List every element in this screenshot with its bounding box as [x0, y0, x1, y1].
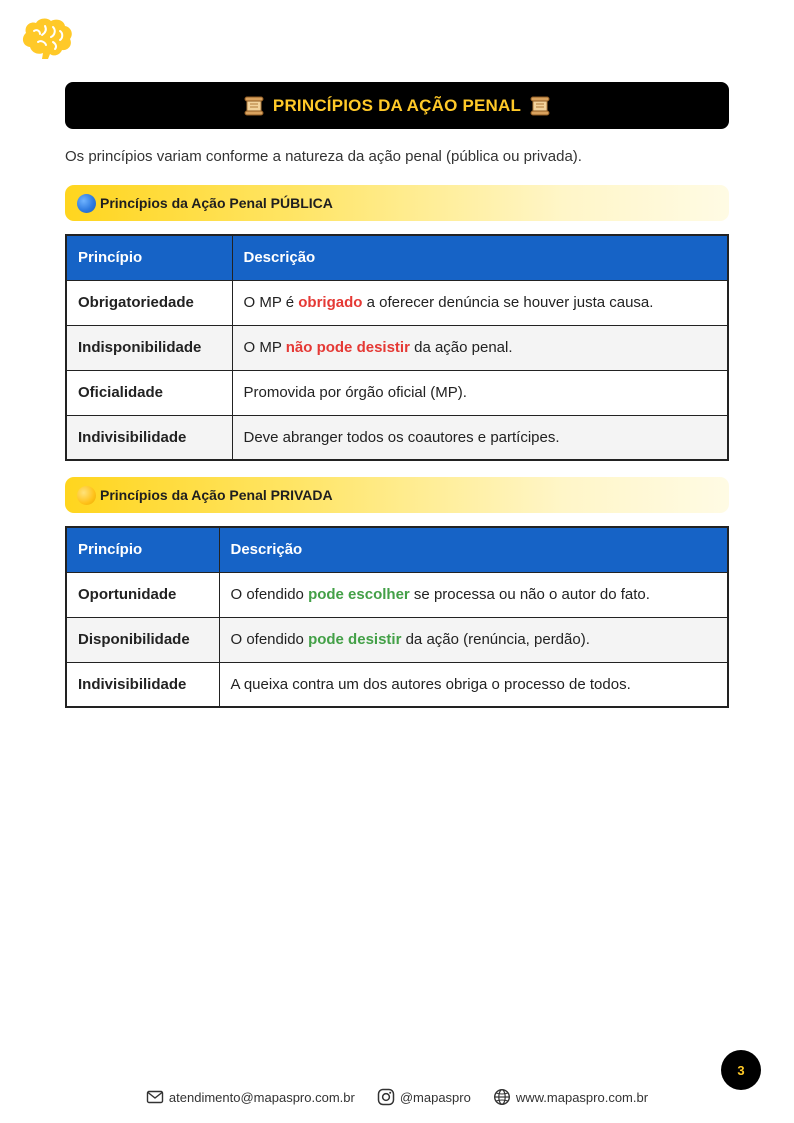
description-highlight: obrigado: [298, 294, 363, 311]
principle-name: Obrigatoriedade: [66, 280, 232, 325]
column-header: Descrição: [232, 235, 728, 280]
table-row: [66, 662, 728, 707]
column-header: Princípio: [66, 527, 219, 572]
mail-icon: [146, 1088, 164, 1106]
page-number: 3: [721, 1050, 761, 1090]
description-highlight: não pode desistir: [285, 339, 410, 356]
scroll-icon: [529, 96, 551, 116]
description-highlight: pode desistir: [308, 631, 402, 648]
scroll-icon: [243, 96, 265, 116]
principle-description: [232, 325, 728, 370]
principle-name: Indisponibilidade: [66, 325, 232, 370]
principle-description: Deve abranger todos os coautores e partícipes.: [232, 415, 728, 460]
principle-name: Oportunidade: [66, 572, 219, 617]
description-text: a oferecer denúncia se houver justa causa.: [362, 294, 654, 311]
footer-email[interactable]: [146, 1088, 355, 1106]
principle-name: Indivisibilidade: [66, 415, 232, 460]
table-row: [66, 325, 728, 370]
table-row: [66, 370, 728, 415]
principle-description: [219, 617, 728, 662]
description-highlight: pode escolher: [308, 586, 410, 603]
table-row: [66, 415, 728, 460]
globe-icon: [493, 1088, 511, 1106]
website-text: www.mapaspro.com.br: [515, 1089, 649, 1105]
principle-description: [232, 280, 728, 325]
table-acao-penal-publica: [65, 234, 729, 461]
description-text: da ação penal.: [409, 339, 513, 356]
column-header: Descrição: [219, 527, 728, 572]
footer-website[interactable]: [493, 1088, 648, 1106]
title-bar: [65, 82, 729, 129]
section-banner-privada: [65, 477, 729, 513]
table-row: [66, 280, 728, 325]
column-header: Princípio: [66, 235, 232, 280]
principle-name: Disponibilidade: [66, 617, 219, 662]
principle-name: Oficialidade: [66, 370, 232, 415]
yellow-circle-icon: [77, 486, 96, 505]
intro-text: Os princípios variam conforme a natureza da ação penal (pública ou privada).: [65, 148, 582, 165]
instagram-text: @mapaspro: [399, 1089, 471, 1105]
table-row: [66, 617, 728, 662]
footer: [0, 1087, 794, 1107]
blue-circle-icon: [77, 194, 96, 213]
section-title: Princípios da Ação Penal PRIVADA: [100, 487, 333, 503]
brain-logo-icon: [20, 17, 74, 61]
footer-instagram[interactable]: [377, 1088, 471, 1106]
table-acao-penal-privada: [65, 526, 729, 708]
instagram-icon: [377, 1088, 395, 1106]
principle-name: Indivisibilidade: [66, 662, 219, 707]
description-text: da ação (renúncia, perdão).: [401, 631, 590, 648]
description-text: O MP é: [243, 294, 299, 311]
page-title: PRINCÍPIOS DA AÇÃO PENAL: [272, 95, 522, 115]
description-text: O ofendido: [230, 631, 309, 648]
table-row: [66, 572, 728, 617]
principle-description: [219, 572, 728, 617]
description-text: O ofendido: [230, 586, 309, 603]
section-title: Princípios da Ação Penal PÚBLICA: [100, 195, 333, 211]
section-banner-publica: [65, 185, 729, 221]
description-text: O MP: [243, 339, 286, 356]
table-header-row: [66, 527, 728, 572]
email-text: atendimento@mapaspro.com.br: [168, 1089, 355, 1105]
principle-description: Promovida por órgão oficial (MP).: [232, 370, 728, 415]
description-text: se processa ou não o autor do fato.: [409, 586, 650, 603]
table-header-row: [66, 235, 728, 280]
principle-description: A queixa contra um dos autores obriga o processo de todos.: [219, 662, 728, 707]
